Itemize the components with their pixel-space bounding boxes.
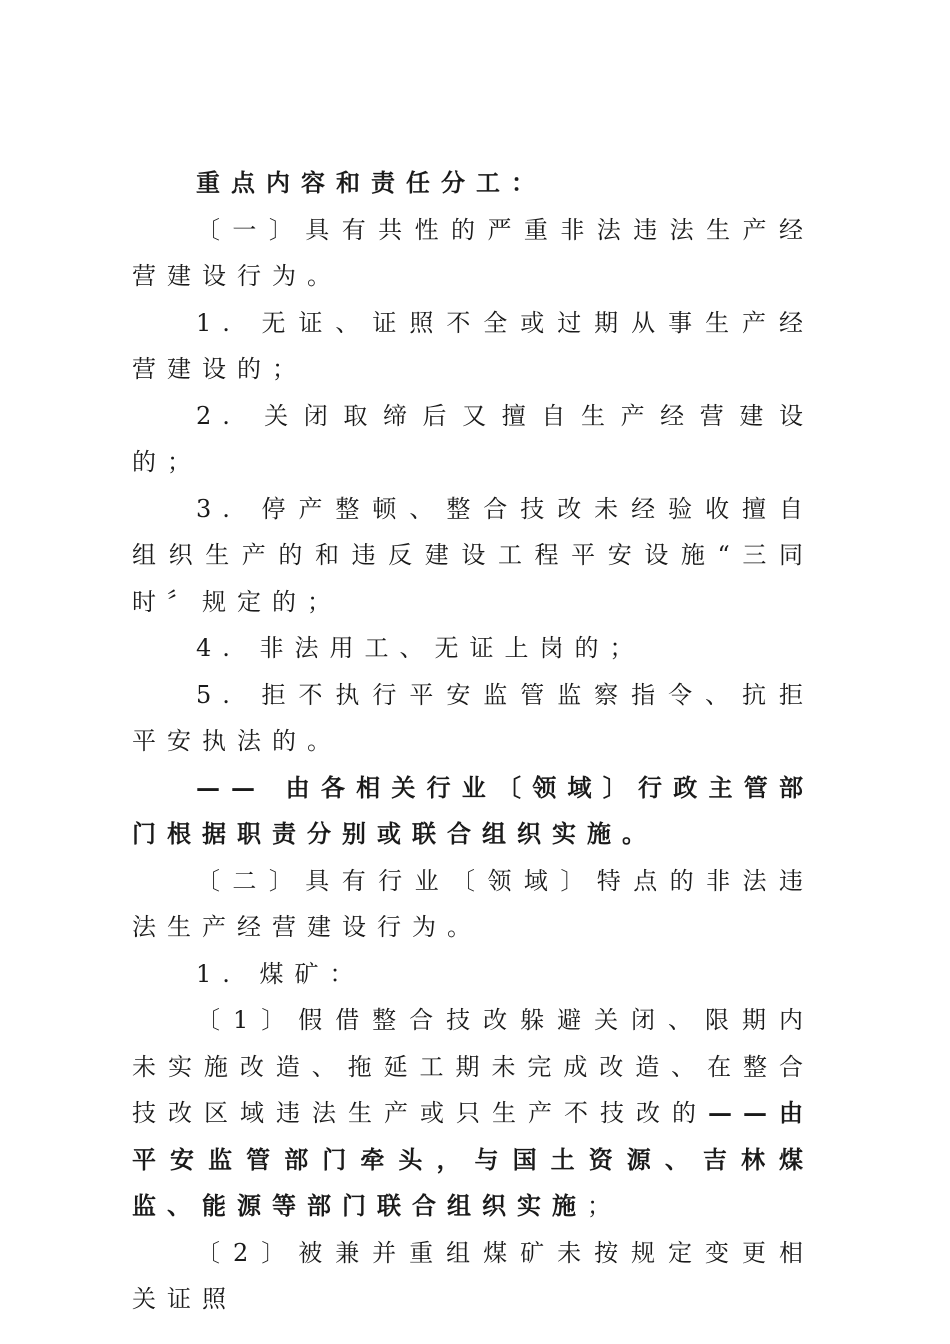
document-heading: 重点内容和责任分工： — [196, 168, 546, 197]
coal-heading: 1. 煤矿： — [196, 959, 365, 988]
section-2-title: 〔二〕具有行业〔领域〕特点的非法违法生产经营建设行为。 — [132, 866, 814, 941]
coal-item-1-responsibility: ——由平安监管部门牵头，与国土资源、吉林煤监、能源等部门联合组织实施 — [132, 1098, 814, 1220]
document-page — [132, 160, 814, 1323]
section-1-title: 〔一〕具有共性的严重非法违法生产经营建设行为。 — [132, 215, 814, 290]
section-1-item-2: 2. 关闭取缔后又擅自生产经营建设的； — [132, 401, 814, 476]
coal-item-2: 〔2〕被兼并重组煤矿未按规定变更相关证照 — [132, 1238, 814, 1313]
section-1-item-5: 5. 拒不执行平安监管监察指令、抗拒平安执法的。 — [132, 680, 814, 755]
section-1-responsibility: —— 由各相关行业〔领域〕行政主管部门根据职责分别或联合组织实施。 — [132, 772, 814, 848]
section-1-item-1: 1. 无证、证照不全或过期从事生产经营建设的； — [132, 308, 814, 383]
section-1-item-4: 4. 非法用工、无证上岗的； — [196, 634, 645, 662]
coal-item-1 — [132, 997, 814, 1230]
section-1-item-3: 3. 停产整顿、整合技改未经验收擅自组织生产的和违反建设工程平安设施“三同时〞规定的； — [132, 494, 814, 616]
coal-item-1-end: ； — [587, 1192, 622, 1220]
coal-item-1-text: 〔1〕假借整合技改躲避关闭、限期内未实施改造、拖延工期未完成改造、在整合技改区域违法生产或只生产不技改的 — [132, 1006, 814, 1127]
